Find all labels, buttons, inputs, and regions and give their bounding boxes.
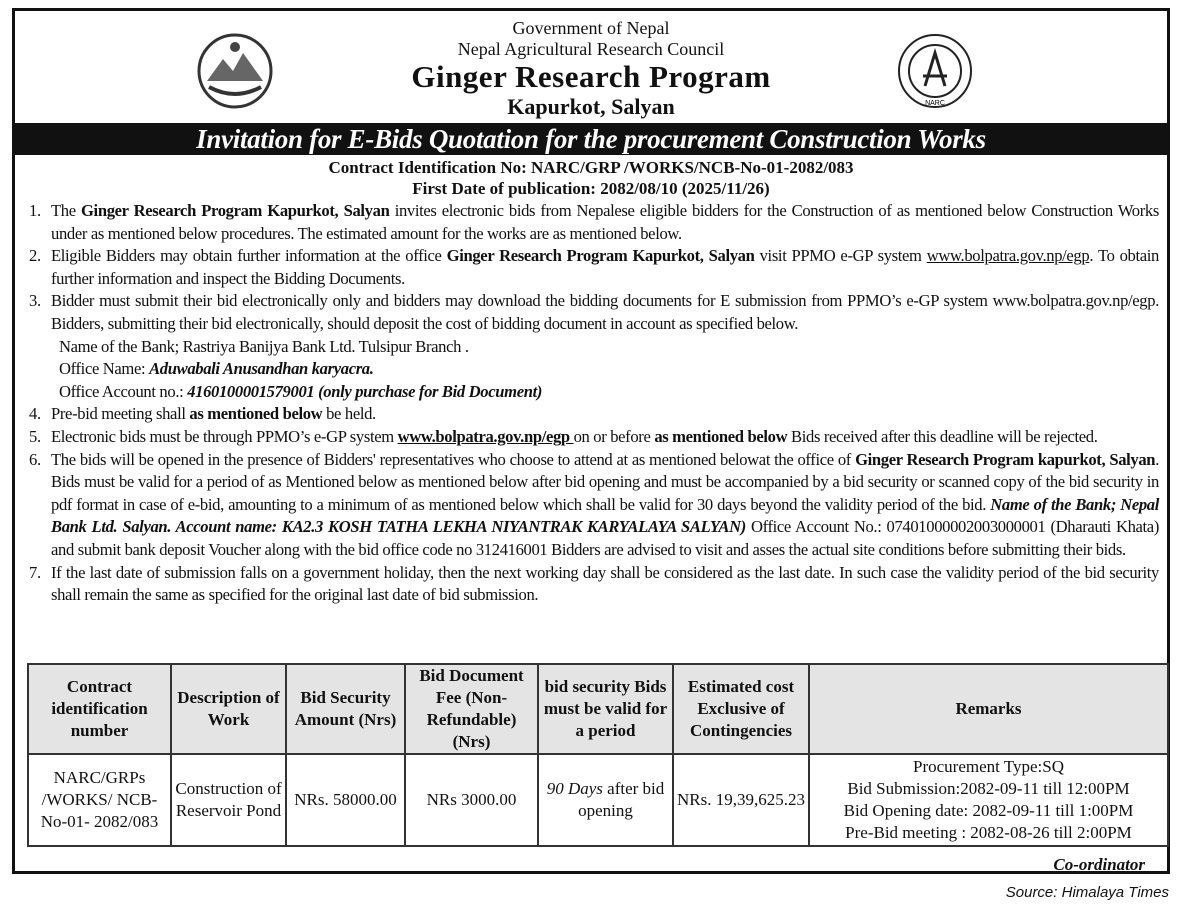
cell-contract: NARC/GRPs /WORKS/ NCB-No-01- 2082/083 bbox=[28, 754, 171, 846]
table-header-row bbox=[28, 664, 1168, 754]
text-segment: Name of the Bank; Rastriya Banijya Bank Ltd. Tulsipur Branch . bbox=[59, 336, 469, 356]
text-segment: Bids received after this deadline will be rejected. bbox=[787, 426, 1098, 446]
council-name: Nepal Agricultural Research Council bbox=[457, 39, 725, 59]
item-number: 1. bbox=[29, 201, 41, 220]
text-segment: . To obtain further information and inspect the Bidding Documents. bbox=[51, 246, 1159, 288]
notice-item bbox=[29, 403, 1159, 426]
col-doc-fee: Bid Document Fee (Non-Refundable) (Nrs) bbox=[405, 664, 538, 754]
text-segment: as mentioned below bbox=[189, 404, 323, 424]
cell-bid-security: NRs. 58000.00 bbox=[286, 754, 405, 846]
text-segment: If the last date of submission falls on a government holiday, then the next working day shall be considered as the last date. In such case the validity period of the bid security shall remain the same as specified for the original last date of bid submission. bbox=[51, 562, 1159, 605]
text-segment: Name of the Bank; Nepal Bank Ltd. Salyan. Account name: KA2.3 KOSH TATHA LEKHA NIYANTRAK KARYALAYA SALYAN) bbox=[51, 494, 1160, 537]
item-subline bbox=[29, 336, 1159, 359]
text-segment: Bidder must submit their bid electronically only and bidders may download the bidding documents for E submission from PPMO’s e-GP system www.bolpatra.gov.np/egp. Bidders, submitting their bid electronically, should deposit the cost of bidding document in account as specified below. bbox=[51, 291, 1159, 333]
item-number: 6. bbox=[29, 449, 41, 469]
source-credit: Source: Himalaya Times bbox=[1005, 884, 1169, 901]
text-segment: Electronic bids must be through PPMO’s e-GP system bbox=[51, 426, 398, 446]
col-contract: Contract identification number bbox=[28, 664, 171, 754]
remark-line: Pre-Bid meeting : 2082-08-26 till 2:00PM bbox=[845, 823, 1132, 842]
cell-estimated-cost: NRs. 19,39,625.23 bbox=[673, 754, 809, 846]
notice-item bbox=[29, 290, 1159, 335]
text-segment: Pre-bid meeting shall bbox=[51, 404, 190, 424]
government-name: Government of Nepal bbox=[512, 18, 670, 38]
cell-description: Construction of Reservoir Pond bbox=[171, 754, 286, 846]
letterhead bbox=[15, 17, 1167, 119]
notice-item bbox=[29, 426, 1159, 449]
text-segment: Ginger Research Program Kapurkot, Salyan bbox=[446, 246, 755, 266]
svg-text:NARC: NARC bbox=[925, 100, 945, 107]
publication-date: First Date of publication: 2082/08/10 (2025/11/26) bbox=[412, 179, 770, 198]
text-segment: The bbox=[51, 201, 81, 220]
col-bid-security: Bid Security Amount (Nrs) bbox=[286, 664, 405, 754]
cell-validity bbox=[538, 754, 673, 846]
col-description: Description of Work bbox=[171, 664, 286, 754]
text-segment: 4160100001579001 (only purchase for Bid Document) bbox=[187, 381, 543, 401]
text-segment: Ginger Research Program kapurkot, Salyan bbox=[855, 449, 1156, 469]
bid-table bbox=[27, 663, 1169, 847]
table-row bbox=[28, 754, 1168, 846]
item-number: 2. bbox=[29, 246, 41, 266]
text-segment: Ginger Research Program Kapurkot, Salyan bbox=[81, 201, 390, 220]
text-segment: www.bolpatra.gov.np/egp bbox=[926, 246, 1090, 266]
notice-item bbox=[29, 449, 1159, 562]
remark-line: Bid Opening date: 2082-09-11 till 1:00PM bbox=[843, 801, 1134, 820]
col-validity: bid security Bids must be valid for a period bbox=[538, 664, 673, 754]
notice-frame bbox=[12, 8, 1170, 874]
remark-line: Procurement Type:SQ bbox=[913, 757, 1064, 776]
notice-item bbox=[29, 245, 1159, 290]
program-title: Ginger Research Program bbox=[411, 59, 771, 94]
notice-item bbox=[29, 200, 1159, 245]
notice-item bbox=[29, 562, 1159, 607]
text-segment: Office Name: bbox=[59, 359, 150, 379]
text-segment: www.bolpatra.gov.np/egp bbox=[397, 426, 574, 446]
col-estimated-cost: Estimated cost Exclusive of Contingencies bbox=[673, 664, 809, 754]
item-number: 4. bbox=[29, 404, 41, 424]
text-segment: on or before bbox=[573, 426, 655, 446]
col-remarks: Remarks bbox=[809, 664, 1168, 754]
text-segment: Aduwabali Anusandhan karyacra. bbox=[149, 359, 374, 379]
text-segment: Eligible Bidders may obtain further information at the office bbox=[51, 246, 447, 266]
text-segment: as mentioned below bbox=[654, 426, 788, 446]
notice-body bbox=[29, 200, 1159, 607]
cell-remarks bbox=[809, 754, 1168, 846]
item-number: 5. bbox=[29, 426, 41, 446]
text-segment: visit PPMO e-GP system bbox=[754, 246, 927, 266]
validity-days: 90 Days bbox=[546, 779, 603, 798]
item-number: 7. bbox=[29, 562, 41, 582]
validity-rest: after bid opening bbox=[578, 779, 665, 820]
text-segment: Office Account no.: bbox=[59, 381, 188, 401]
program-location: Kapurkot, Salyan bbox=[507, 94, 675, 119]
remark-line: Bid Submission:2082-09-11 till 12:00PM bbox=[847, 779, 1130, 798]
item-subline bbox=[29, 381, 1159, 404]
item-number: 3. bbox=[29, 291, 41, 311]
item-subline bbox=[29, 358, 1159, 381]
signature-coordinator: Co-ordinator bbox=[1053, 855, 1145, 874]
text-segment: be held. bbox=[322, 404, 376, 424]
notice-title: Invitation for E-Bids Quotation for the procurement Construction Works bbox=[15, 123, 1167, 155]
text-segment: Office Account No.: 07401000002003000001 (Dharauti Khata) and submit bank deposit Voucher along with the bid office code no 312416001 Bidders are advised to visit and asses the actual site conditions before submitting their bids. bbox=[51, 517, 1160, 559]
contract-id: Contract Identification No: NARC/GRP /WORKS/NCB-No-01-2082/083 bbox=[328, 158, 854, 177]
text-segment: The bids will be opened in the presence of Bidders' representatives who choose to attend at as mentioned belowat the office of bbox=[51, 449, 856, 469]
text-segment: invites electronic bids from Nepalese eligible bidders for the Construction of as mentioned below Construction Works under as mentioned below procedures. The estimated amount for the works are as mentioned below. bbox=[51, 201, 1159, 243]
cell-doc-fee: NRs 3000.00 bbox=[405, 754, 538, 846]
text-segment: . Bids must be valid for a period of as Mentioned below as mentioned below after bid opening and must be accompanied by a bid security or scanned copy of the bid security in pdf format in case of e-bid, amounting to a minimum of as mentioned below which shall be valid for 30 days beyond the validity period of the bid. bbox=[51, 449, 1159, 514]
